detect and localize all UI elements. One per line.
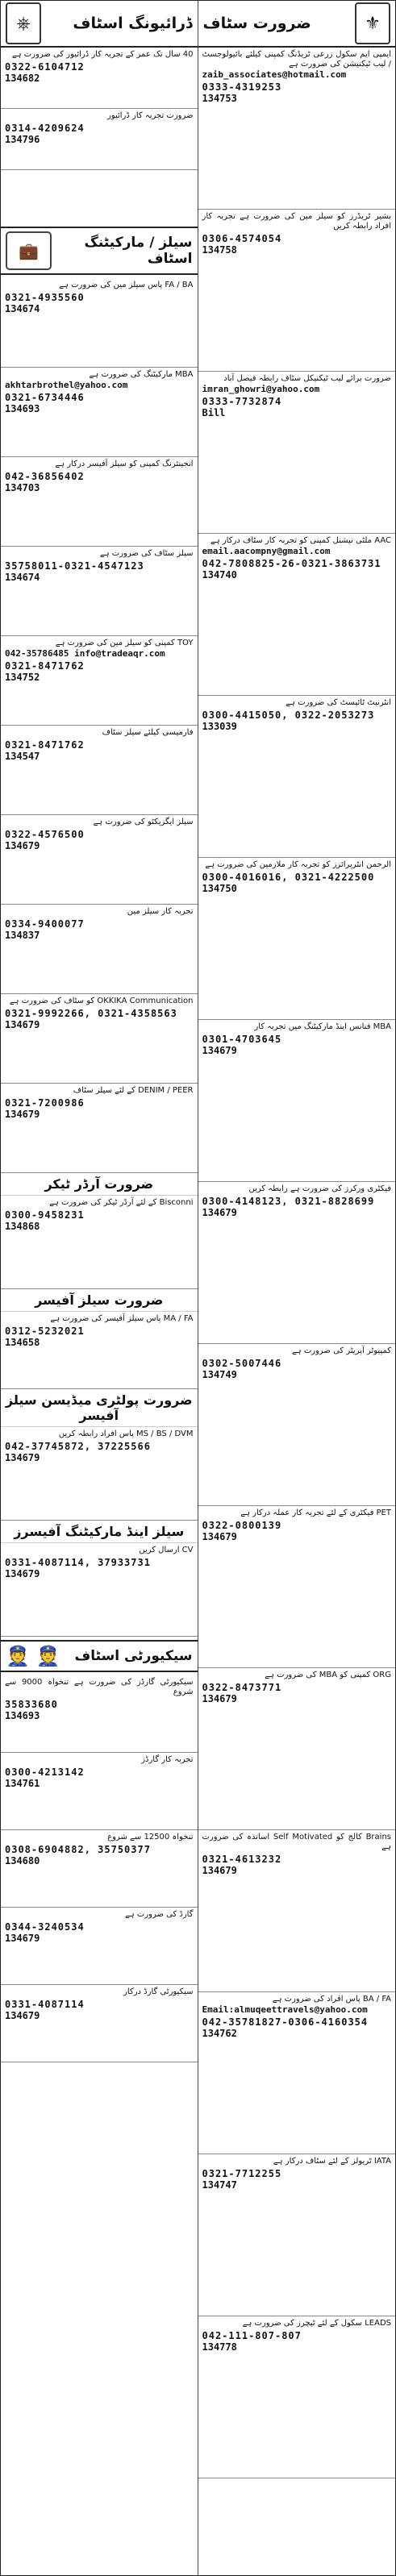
ad-phone: 0331-4087114 — [5, 1999, 85, 2010]
orders-ads — [1, 1196, 198, 1289]
ad-phone: 0321-8471762 — [5, 739, 85, 751]
ad-phone: 0321-4935560 — [5, 292, 85, 303]
classified-ad — [198, 372, 396, 534]
ad-code: 134762 — [202, 2028, 237, 2039]
classified-ad — [198, 1992, 396, 2154]
ad-phone: 0333-4319253 — [202, 81, 282, 93]
ad-code: 134796 — [5, 134, 40, 145]
ad-phone: 042-37745872, 37225566 — [5, 1441, 151, 1452]
classified-ad — [1, 1908, 198, 1985]
security-title: سیکیورٹی اسٹاف — [74, 1648, 193, 1664]
classified-ad — [1, 636, 198, 726]
ad-code: 134547 — [5, 751, 40, 762]
security-header — [1, 1640, 198, 1672]
classified-ad — [1, 1675, 198, 1753]
staff-header — [198, 1, 396, 48]
ad-phone: 0321-9992266, 0321-4358563 — [5, 1008, 177, 1019]
ad-email: 042-35786485 info@tradeaqr.com — [5, 648, 165, 659]
ad-code: 134758 — [202, 244, 237, 256]
ad-code: 134682 — [5, 73, 40, 84]
ad-code: 134693 — [5, 1710, 40, 1721]
ad-body: FA / BA پاس سیلز مین کی ضرورت ہے — [59, 281, 194, 289]
ad-phone: 0300-9458231 — [5, 1209, 85, 1221]
ad-code: 134679 — [5, 1109, 40, 1120]
classified-ad — [198, 1668, 396, 1830]
classified-ad — [198, 696, 396, 858]
ad-phone: 042-7808825-26-0321-3863731 — [202, 558, 381, 569]
ad-phone: 0322-0800139 — [202, 1520, 282, 1531]
ad-body: DENIM / PEER کے لئے سیلز سٹاف — [73, 1086, 194, 1095]
officer-ads — [1, 1312, 198, 1389]
ad-body: تجربہ کار گارڈز — [141, 1755, 194, 1764]
ad-body: فیکٹری ورکرز کی ضرورت ہے رابطہ کریں — [248, 1184, 391, 1193]
ad-phone: 0308-6904882, 35750377 — [5, 1844, 151, 1855]
ad-code: Bill — [202, 407, 226, 418]
classified-ad — [1, 547, 198, 636]
ad-body: LEADS سکول کے لئے ٹیچرز کی ضرورت ہے — [242, 2319, 391, 2328]
classified-ad — [198, 2316, 396, 2478]
classified-ad — [1, 457, 198, 547]
ad-body: BA / FA پاس افراد کی ضرورت ہے — [272, 1995, 391, 2004]
classified-ad — [198, 1506, 396, 1668]
ad-phone: 0344-3240534 — [5, 1921, 85, 1933]
ad-body: انجینئرنگ کمپنی کو سیلز آفیسر درکار ہے — [55, 460, 194, 468]
ad-email: akhtarbrothel@yahoo.com — [5, 380, 128, 390]
ad-code: 134679 — [202, 1207, 237, 1218]
classified-ad — [1, 1985, 198, 2062]
classified-ad — [198, 1830, 396, 1992]
staff-ads — [198, 48, 396, 2478]
ad-body: AAC ملٹی نیشنل کمپنی کو تجربہ کار سٹاف درکار ہے — [210, 536, 391, 545]
sales-title: سیلز / مارکیٹنگ اسٹاف — [84, 235, 193, 267]
medical-ads — [1, 1427, 198, 1521]
ad-body: تجربہ کار سیلز مین — [127, 907, 194, 916]
classified-ad — [198, 534, 396, 696]
ad-code: 134679 — [5, 840, 40, 851]
driving-title: ڈرائیونگ اسٹاف — [73, 15, 193, 32]
ad-code: 134837 — [5, 930, 40, 941]
ad-email: zaib_associates@hotmail.com — [202, 69, 347, 80]
classified-ad — [198, 1182, 396, 1344]
ad-body: PET فیکٹری کے لئے تجربہ کار عملہ درکار ہے — [240, 1509, 391, 1517]
ad-code: 134749 — [202, 1369, 237, 1380]
ad-code: 134868 — [5, 1221, 40, 1232]
steering-wheel-icon: ⎈ — [6, 2, 41, 44]
ad-phone: 0322-6104712 — [5, 61, 85, 73]
ad-code: 134679 — [5, 1019, 40, 1030]
ad-email: imran_ghowri@yahoo.com — [202, 384, 320, 394]
classified-ad — [1, 48, 198, 109]
ad-body: ORG کمپنی کو MBA کی ضرورت ہے — [265, 1671, 391, 1679]
left-column — [1, 1, 198, 2575]
ad-code: 134679 — [5, 1452, 40, 1463]
ad-code: 134679 — [5, 1933, 40, 1944]
classified-ad — [198, 1344, 396, 1506]
classified-ad — [198, 48, 396, 210]
ad-body: سیکیورٹی گارڈز کی ضرورت ہے تنخواہ 9000 سے شروع — [5, 1678, 194, 1696]
ad-phone: 0321-8471762 — [5, 660, 85, 672]
ad-phone: 0312-5232021 — [5, 1325, 85, 1337]
ad-body: 40 سال تک عمر کے تجربہ کار ڈرائیور کی ضرورت ہے — [11, 50, 194, 59]
ad-body: Brains کالج کو Self Motivated اساتذہ کی ضرورت ہے — [202, 1833, 391, 1851]
ad-body: MS / BS / DVM پاس افراد رابطہ کریں — [58, 1429, 194, 1438]
classified-ad — [1, 1543, 198, 1637]
ad-body: MBA فنانس اینڈ مارکیٹنگ میں تجربہ کار — [254, 1022, 391, 1031]
classified-ad — [1, 278, 198, 368]
ad-body: سیکیورٹی گارڈ درکار — [123, 1987, 194, 1996]
classified-ad — [1, 905, 198, 994]
emblem-icon: ⚜ — [355, 2, 390, 44]
ad-code: 134693 — [5, 403, 40, 414]
ad-code: 134679 — [5, 1568, 40, 1579]
ad-code: 134679 — [202, 1693, 237, 1704]
filler-text — [1, 170, 198, 223]
ad-body: Bisconni کے لئے آرڈر ٹیکر کی ضرورت ہے — [49, 1198, 194, 1207]
ad-phone: 35833680 — [5, 1699, 58, 1710]
ad-phone: 0322-8473771 — [202, 1682, 282, 1693]
ad-phone: 0333-7732874 — [202, 396, 282, 407]
ad-body: بشیر ٹریڈرز کو سیلز مین کی ضرورت ہے تجربہ کار افراد رابطہ کریں — [202, 212, 391, 231]
ad-body: TOY کمپنی کو سیلز مین کی ضرورت ہے — [55, 639, 194, 647]
classified-ad — [1, 1830, 198, 1908]
classified-ad — [1, 1084, 198, 1173]
ad-code: 134750 — [202, 883, 237, 894]
ad-code: 134679 — [202, 1045, 237, 1056]
sales-header — [1, 227, 198, 275]
ad-code: 134752 — [5, 672, 40, 683]
ad-body: ایمپی ایم سکول زرعی ٹریڈنگ کمپنی کیلئے بائیولوجسٹ / لیب ٹیکنیشن کی ضرورت ہے — [202, 50, 391, 69]
ad-phone: 0321-7712255 — [202, 2168, 282, 2179]
ad-code: 134740 — [202, 569, 237, 581]
classified-ad — [1, 994, 198, 1084]
ad-body: MBA مارکیٹنگ کی ضرورت ہے — [89, 370, 194, 379]
ad-code: 134658 — [5, 1337, 40, 1348]
ad-phone: 0300-4148123, 0321-8828699 — [202, 1196, 375, 1207]
ad-code: 134674 — [5, 572, 40, 583]
ad-phone: 0321-4613232 — [202, 1854, 282, 1865]
ad-body: الرحمن انٹرپرائزز کو تجربہ کار ملازمین کی ضرورت ہے — [205, 860, 391, 869]
ad-code: 134753 — [202, 93, 237, 104]
ad-body: MA / FA پاس سیلز آفیسر کی ضرورت ہے — [50, 1314, 194, 1323]
ad-body: ضرورت برائے لیب ٹیکنیکل سٹاف رابطہ فیصل آباد — [223, 374, 391, 383]
ad-body: گارڈ کی ضرورت ہے — [124, 1910, 194, 1919]
classified-ad — [198, 1020, 396, 1182]
ad-phone: 0300-4415050, 0322-2053273 — [202, 710, 375, 721]
classified-ad — [1, 1753, 198, 1830]
marketing-title: سیلز اینڈ مارکیٹنگ آفیسرز — [1, 1521, 198, 1543]
ad-code: 134680 — [5, 1855, 40, 1866]
ad-code: 133039 — [202, 721, 237, 732]
ad-phone: 0321-7200986 — [5, 1097, 85, 1109]
officer-title: ضرورت سیلز آفیسر — [1, 1289, 198, 1312]
classified-ad — [1, 726, 198, 815]
right-column — [198, 1, 396, 2575]
ad-phone: 0301-4703645 — [202, 1034, 282, 1045]
ad-body: تنخواہ 12500 سے شروع — [107, 1833, 194, 1841]
ad-body: ضرورت تجربہ کار ڈرائیور — [106, 111, 194, 120]
ad-phone: 0300-4213142 — [5, 1767, 85, 1778]
driving-ads — [1, 48, 198, 170]
ad-email: email.aacompny@gmail.com — [202, 546, 331, 556]
ad-phone: 042-35781827-0306-4160354 — [202, 2016, 369, 2028]
classified-ad — [198, 210, 396, 372]
classified-ad — [1, 368, 198, 457]
driving-header — [1, 1, 198, 48]
staff-title: ضرورت سٹاف — [202, 15, 311, 32]
ad-body: سیلز ایگزیکٹو کی ضرورت ہے — [93, 818, 194, 826]
classified-ad — [1, 1312, 198, 1389]
ad-body: فارمیسی کیلئے سیلز سٹاف — [102, 728, 194, 737]
classified-ad — [198, 2154, 396, 2316]
ad-phone: 0322-4576500 — [5, 829, 85, 840]
ad-phone: 35758011-0321-4547123 — [5, 560, 144, 572]
ad-body: سیلز سٹاف کی ضرورت ہے — [99, 549, 194, 558]
briefcase-icon: 💼 — [6, 231, 52, 270]
ad-code: 134679 — [202, 1865, 237, 1876]
classified-ad — [198, 858, 396, 1020]
ad-phone: 0302-5007446 — [202, 1358, 282, 1369]
ad-phone: 042-36856402 — [5, 471, 85, 482]
classified-ad — [1, 1427, 198, 1521]
ad-code: 134679 — [5, 2010, 40, 2021]
ad-phone: 0314-4209624 — [5, 123, 85, 134]
ad-code: 134747 — [202, 2179, 237, 2191]
ad-code: 134703 — [5, 482, 40, 493]
ad-code: 134778 — [202, 2341, 237, 2353]
ad-code: 134761 — [5, 1778, 40, 1789]
medical-title: ضرورت پولٹری میڈیسن سیلز آفیسر — [1, 1389, 198, 1427]
orders-title: ضرورت آرڈر ٹیکر — [1, 1173, 198, 1196]
classified-ad — [1, 1196, 198, 1289]
ad-email: Email:almuqeettravels@yahoo.com — [202, 2004, 368, 2015]
ad-code: 134679 — [202, 1531, 237, 1542]
ad-phone: 0300-4016016, 0321-4222500 — [202, 872, 375, 883]
sales-ads — [1, 278, 198, 1173]
ad-body: انٹرنیٹ ٹائپسٹ کی ضرورت ہے — [286, 698, 391, 707]
ad-body: OKKIKA Communication کو سٹاف کی ضرورت ہے — [9, 997, 194, 1005]
ad-body: CV ارسال کریں — [139, 1546, 194, 1554]
ad-phone: 042-111-807-807 — [202, 2330, 302, 2341]
ad-phone: 0331-4087114, 37933731 — [5, 1557, 151, 1568]
security-guard-icon: 👮 👮 — [6, 1645, 60, 1667]
security-ads — [1, 1675, 198, 2062]
ad-code: 134674 — [5, 303, 40, 314]
ad-phone: 0306-4574054 — [202, 233, 282, 244]
ad-phone: 0321-6734446 — [5, 392, 85, 403]
marketing-ads — [1, 1543, 198, 1637]
classified-ad — [1, 815, 198, 905]
ad-phone: 0334-9400077 — [5, 918, 85, 930]
ad-body: IATA ٹریولز کے لئے سٹاف درکار ہے — [273, 2157, 391, 2166]
ad-body: کمپیوٹر آپریٹر کی ضرورت ہے — [291, 1346, 391, 1355]
classified-ad — [1, 109, 198, 170]
